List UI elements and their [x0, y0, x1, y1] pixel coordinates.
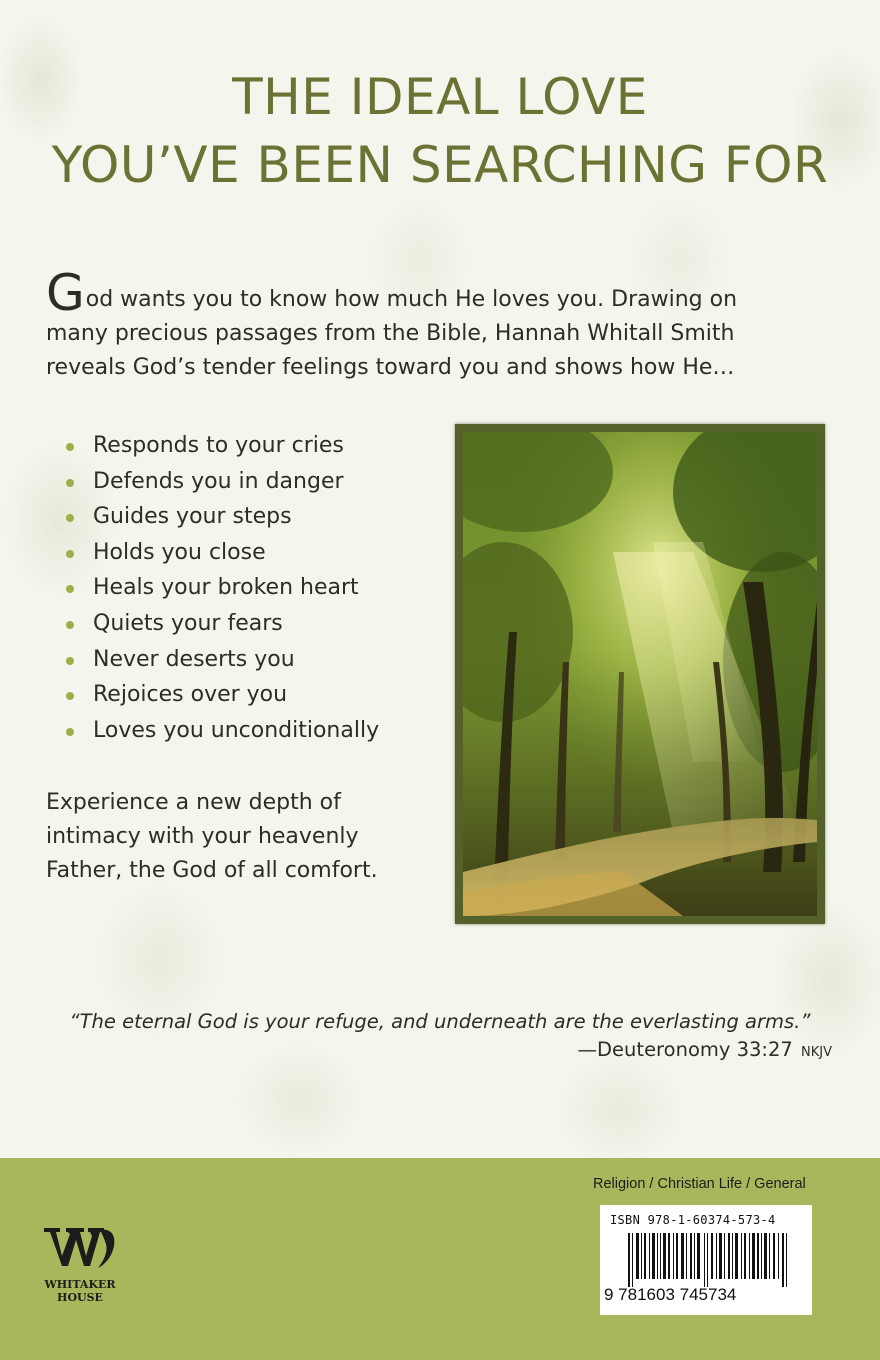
forest-photo-frame — [455, 424, 825, 924]
intro-paragraph — [46, 264, 846, 385]
intro-line-1 — [46, 264, 846, 322]
list-item-text: Heals your broken heart — [93, 575, 359, 601]
bullet-dot-icon — [66, 479, 74, 487]
list-item-text: Rejoices over you — [93, 682, 288, 708]
list-item — [66, 499, 379, 535]
list-item — [66, 428, 379, 464]
list-item — [66, 535, 379, 571]
bullet-dot-icon — [66, 514, 74, 522]
intro-line-2: many precious passages from the Bible, Hannah Whitall Smith — [46, 321, 735, 346]
list-item-text: Responds to your cries — [93, 433, 344, 458]
bullet-dot-icon — [66, 443, 74, 451]
bullet-dot-icon — [66, 657, 74, 665]
list-item — [66, 713, 379, 749]
scripture-quote: “The eternal God is your refuge, and underneath are the everlasting arms.” — [69, 1010, 811, 1033]
list-item-text: Quiets your fears — [93, 610, 283, 636]
publisher-name — [38, 1278, 122, 1304]
list-item-text: Defends you in danger — [93, 468, 344, 494]
scripture-reference — [578, 1038, 832, 1061]
list-item — [66, 464, 379, 500]
list-item — [66, 677, 379, 713]
publisher-line-2: HOUSE — [57, 1291, 103, 1304]
closing-line-3: Father, the God of all comfort. — [46, 858, 378, 883]
bullet-dot-icon — [66, 692, 74, 700]
bullet-list — [66, 428, 379, 748]
intro-line-3: reveals God’s tender feelings toward you and shows how He… — [46, 355, 735, 380]
closing-line-2: intimacy with your heavenly — [46, 824, 359, 849]
bullet-dot-icon — [66, 621, 74, 629]
headline-line-1: THE IDEAL LOVE — [232, 68, 648, 126]
list-item-text: Never deserts you — [93, 646, 295, 672]
category-label: Religion / Christian Life / General — [593, 1176, 806, 1192]
intro-line-1-text: od wants you to know how much He loves you. Drawing on — [85, 287, 738, 312]
list-item-text: Guides your steps — [93, 504, 292, 530]
whitaker-house-logo-icon — [40, 1222, 120, 1272]
reference-text: —Deuteronomy 33:27 — [577, 1038, 793, 1061]
headline-line-2: YOU’VE BEEN SEARCHING FOR — [51, 136, 829, 194]
list-item-text: Holds you close — [93, 539, 266, 565]
drop-cap: G — [46, 264, 85, 322]
closing-line-1: Experience a new depth of — [46, 790, 341, 815]
forest-path-photo — [463, 432, 817, 916]
barcode-number: 9 781603 745734 — [604, 1285, 737, 1304]
bullet-dot-icon — [66, 585, 74, 593]
barcode-box — [600, 1205, 812, 1315]
list-item — [66, 606, 379, 642]
bullet-dot-icon — [66, 728, 74, 736]
bible-version: NKJV — [801, 1045, 832, 1060]
list-item — [66, 570, 379, 606]
barcode-icon — [628, 1233, 788, 1287]
isbn-label: ISBN 978-1-60374-573-4 — [610, 1213, 776, 1227]
bullet-dot-icon — [66, 550, 74, 558]
closing-paragraph — [46, 786, 426, 888]
list-item-text: Loves you unconditionally — [93, 717, 380, 743]
list-item — [66, 642, 379, 678]
publisher-line-1: WHITAKER — [44, 1278, 116, 1291]
